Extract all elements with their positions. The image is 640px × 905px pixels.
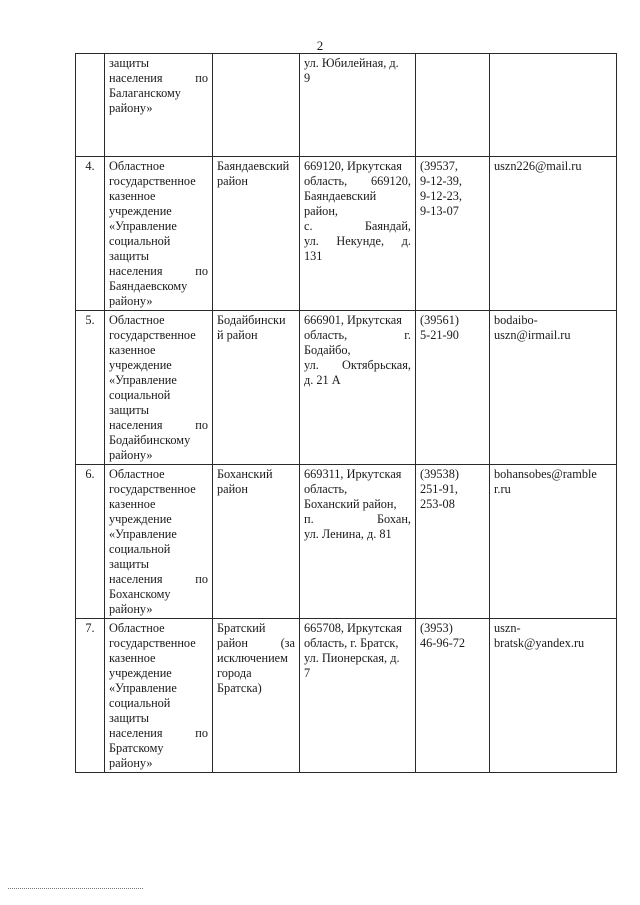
cell-line bbox=[420, 482, 485, 497]
institution-name-cell bbox=[105, 619, 213, 773]
phone-cell bbox=[416, 465, 490, 619]
cell-line bbox=[109, 373, 208, 388]
cell-text: r.ru bbox=[494, 482, 511, 496]
cell-line bbox=[109, 512, 208, 527]
cell-line bbox=[109, 234, 208, 249]
cell-line bbox=[217, 159, 295, 174]
cell-text: 669120, Иркутская bbox=[304, 159, 402, 173]
cell-text: учреждение bbox=[109, 666, 172, 680]
cell-text: «Управление bbox=[109, 219, 177, 233]
cell-line bbox=[304, 358, 411, 373]
table-row bbox=[76, 619, 617, 773]
cell-line bbox=[420, 174, 485, 189]
cell-text: «Управление bbox=[109, 681, 177, 695]
cell-text: учреждение bbox=[109, 512, 172, 526]
cell-text: государственное bbox=[109, 174, 196, 188]
cell-text: казенное bbox=[109, 343, 156, 357]
table-row bbox=[76, 54, 617, 157]
cell-text: социальной bbox=[109, 696, 171, 710]
cell-text: населения bbox=[109, 264, 163, 278]
cell-text: 9-12-39, bbox=[420, 174, 463, 188]
cell-line bbox=[420, 159, 485, 174]
cell-line bbox=[494, 467, 612, 482]
cell-text: uszn@irmail.ru bbox=[494, 328, 571, 342]
cell-line bbox=[109, 602, 208, 617]
table-row bbox=[76, 157, 617, 311]
cell-line bbox=[217, 681, 295, 696]
cell-text: по bbox=[195, 264, 208, 278]
cell-text: социальной bbox=[109, 234, 171, 248]
cell-text: (39538) bbox=[420, 467, 459, 481]
email-cell bbox=[490, 311, 617, 465]
phone-cell bbox=[416, 54, 490, 157]
cell-text: 669311, Иркутская bbox=[304, 467, 402, 481]
cell-line bbox=[109, 189, 208, 204]
cell-line bbox=[494, 328, 612, 343]
cell-text: защиты bbox=[109, 403, 150, 417]
cell-text: населения bbox=[109, 726, 163, 740]
cell-text: д. bbox=[401, 234, 411, 248]
cell-line bbox=[304, 313, 411, 328]
cell-text: Бодайбо, bbox=[304, 343, 351, 357]
cell-text: с. bbox=[304, 219, 313, 233]
cell-text: bohansobes@ramble bbox=[494, 467, 597, 481]
cell-text: (за bbox=[280, 636, 295, 650]
cell-text: учреждение bbox=[109, 204, 172, 218]
cell-text: 131 bbox=[304, 249, 323, 263]
cell-text: казенное bbox=[109, 189, 156, 203]
cell-line bbox=[304, 636, 411, 651]
cell-line bbox=[109, 448, 208, 463]
table-row bbox=[76, 465, 617, 619]
cell-text: Бодайбинскому bbox=[109, 433, 191, 447]
cell-text: социальной bbox=[109, 542, 171, 556]
cell-line bbox=[217, 651, 295, 666]
cell-text: ул. bbox=[304, 234, 319, 248]
cell-line bbox=[109, 467, 208, 482]
cell-line bbox=[304, 174, 411, 189]
footer-separator bbox=[8, 888, 143, 889]
row-number: 6. bbox=[76, 465, 105, 619]
cell-line bbox=[304, 482, 411, 497]
cell-line bbox=[420, 621, 485, 636]
cell-text: 666901, Иркутская bbox=[304, 313, 402, 327]
cell-line bbox=[217, 313, 295, 328]
cell-text: район bbox=[217, 174, 248, 188]
address-cell bbox=[300, 311, 416, 465]
cell-line bbox=[304, 189, 411, 204]
cell-line bbox=[217, 636, 295, 651]
cell-line bbox=[304, 666, 411, 681]
cell-line bbox=[304, 621, 411, 636]
cell-line bbox=[109, 71, 208, 86]
cell-line bbox=[420, 328, 485, 343]
cell-line bbox=[494, 482, 612, 497]
cell-text: Боханскому bbox=[109, 587, 171, 601]
cell-text: казенное bbox=[109, 651, 156, 665]
cell-line bbox=[494, 159, 612, 174]
cell-line bbox=[109, 651, 208, 666]
district-cell bbox=[213, 157, 300, 311]
cell-line bbox=[304, 219, 411, 234]
cell-line bbox=[109, 726, 208, 741]
cell-text: Боханский район, bbox=[304, 497, 397, 511]
cell-text: 665708, Иркутская bbox=[304, 621, 402, 635]
email-cell bbox=[490, 54, 617, 157]
cell-line bbox=[217, 467, 295, 482]
cell-line bbox=[109, 279, 208, 294]
cell-line bbox=[217, 666, 295, 681]
cell-text: область, г. Братск, bbox=[304, 636, 399, 650]
cell-text: uszn226@mail.ru bbox=[494, 159, 582, 173]
cell-text: ул. Пионерская, д. bbox=[304, 651, 400, 665]
cell-line bbox=[304, 497, 411, 512]
cell-text: область, bbox=[304, 174, 348, 188]
cell-text: 9 bbox=[304, 71, 311, 85]
cell-line bbox=[109, 636, 208, 651]
cell-text: 5-21-90 bbox=[420, 328, 459, 342]
cell-line bbox=[420, 467, 485, 482]
address-cell bbox=[300, 54, 416, 157]
row-number: 7. bbox=[76, 619, 105, 773]
cell-line bbox=[109, 587, 208, 602]
cell-text: защиты bbox=[109, 249, 150, 263]
cell-line bbox=[109, 56, 208, 71]
cell-line bbox=[109, 497, 208, 512]
cell-line bbox=[109, 159, 208, 174]
cell-text: по bbox=[195, 418, 208, 432]
cell-line bbox=[420, 313, 485, 328]
cell-line bbox=[109, 313, 208, 328]
cell-text: Областное bbox=[109, 621, 165, 635]
cell-line bbox=[304, 527, 411, 542]
cell-text: Братский bbox=[217, 621, 266, 635]
phone-cell bbox=[416, 157, 490, 311]
cell-line bbox=[109, 482, 208, 497]
cell-text: исключением bbox=[217, 651, 288, 665]
cell-text: 9-12-23, bbox=[420, 189, 463, 203]
cell-line bbox=[304, 467, 411, 482]
cell-text: города bbox=[217, 666, 252, 680]
cell-line bbox=[304, 234, 411, 249]
email-cell bbox=[490, 157, 617, 311]
cell-line bbox=[109, 621, 208, 636]
cell-line bbox=[420, 204, 485, 219]
cell-line bbox=[109, 249, 208, 264]
cell-line bbox=[109, 403, 208, 418]
district-cell bbox=[213, 465, 300, 619]
cell-text: г. bbox=[404, 328, 411, 342]
cell-text: 669120, bbox=[371, 174, 411, 188]
cell-text: Баяндай, bbox=[364, 219, 411, 233]
email-cell bbox=[490, 465, 617, 619]
institution-name-cell bbox=[105, 311, 213, 465]
cell-line bbox=[420, 636, 485, 651]
cell-line bbox=[304, 159, 411, 174]
cell-text: Баяндаевский bbox=[217, 159, 290, 173]
cell-line bbox=[109, 264, 208, 279]
cell-line bbox=[109, 741, 208, 756]
cell-text: uszn- bbox=[494, 621, 521, 635]
cell-line bbox=[109, 433, 208, 448]
email-cell bbox=[490, 619, 617, 773]
cell-line bbox=[109, 418, 208, 433]
district-cell bbox=[213, 54, 300, 157]
institution-name-cell bbox=[105, 465, 213, 619]
cell-text: bodaibo- bbox=[494, 313, 538, 327]
cell-line bbox=[494, 621, 612, 636]
district-cell bbox=[213, 311, 300, 465]
cell-line bbox=[109, 219, 208, 234]
cell-text: д. 21 А bbox=[304, 373, 341, 387]
cell-text: область, bbox=[304, 328, 348, 342]
cell-line bbox=[109, 666, 208, 681]
cell-text: п. bbox=[304, 512, 314, 526]
cell-text: область, bbox=[304, 482, 348, 496]
cell-line bbox=[109, 294, 208, 309]
cell-text: й район bbox=[217, 328, 258, 342]
cell-text: Областное bbox=[109, 313, 165, 327]
cell-line bbox=[109, 711, 208, 726]
cell-line bbox=[109, 204, 208, 219]
cell-text: государственное bbox=[109, 482, 196, 496]
cell-text: «Управление bbox=[109, 527, 177, 541]
cell-text: району» bbox=[109, 602, 153, 616]
cell-line bbox=[304, 249, 411, 264]
cell-text: 251-91, bbox=[420, 482, 458, 496]
cell-text: населения bbox=[109, 71, 163, 85]
page-number: 2 bbox=[316, 38, 324, 53]
cell-text: по bbox=[195, 726, 208, 740]
phone-cell bbox=[416, 311, 490, 465]
address-cell bbox=[300, 619, 416, 773]
cell-line bbox=[109, 343, 208, 358]
district-cell bbox=[213, 619, 300, 773]
cell-text: 9-13-07 bbox=[420, 204, 459, 218]
cell-line bbox=[420, 189, 485, 204]
address-cell bbox=[300, 465, 416, 619]
cell-text: району» bbox=[109, 448, 153, 462]
cell-line bbox=[304, 343, 411, 358]
row-number: 4. bbox=[76, 157, 105, 311]
cell-line bbox=[109, 572, 208, 587]
cell-line bbox=[304, 71, 411, 86]
cell-line bbox=[304, 204, 411, 219]
cell-text: Областное bbox=[109, 159, 165, 173]
cell-text: защиты bbox=[109, 557, 150, 571]
cell-line bbox=[109, 358, 208, 373]
cell-line bbox=[109, 542, 208, 557]
cell-text: Братскому bbox=[109, 741, 164, 755]
cell-line bbox=[494, 636, 612, 651]
cell-text: Некунде, bbox=[336, 234, 385, 248]
cell-line bbox=[217, 174, 295, 189]
cell-text: «Управление bbox=[109, 373, 177, 387]
cell-text: Областное bbox=[109, 467, 165, 481]
cell-line bbox=[109, 388, 208, 403]
cell-text: 253-08 bbox=[420, 497, 455, 511]
cell-text: (3953) bbox=[420, 621, 453, 635]
cell-text: государственное bbox=[109, 328, 196, 342]
table-row bbox=[76, 311, 617, 465]
cell-text: социальной bbox=[109, 388, 171, 402]
cell-text: ул. Юбилейная, д. bbox=[304, 56, 399, 70]
cell-line bbox=[109, 681, 208, 696]
cell-text: Братска) bbox=[217, 681, 262, 695]
cell-text: Боханский bbox=[217, 467, 273, 481]
cell-line bbox=[304, 651, 411, 666]
cell-line bbox=[217, 328, 295, 343]
cell-text: Бодайбински bbox=[217, 313, 286, 327]
cell-line bbox=[217, 621, 295, 636]
cell-text: району» bbox=[109, 756, 153, 770]
cell-line bbox=[109, 86, 208, 101]
cell-text: 7 bbox=[304, 666, 311, 680]
cell-line bbox=[109, 756, 208, 771]
cell-line bbox=[109, 527, 208, 542]
cell-text: район, bbox=[304, 204, 338, 218]
cell-text: Баяндаевский bbox=[304, 189, 377, 203]
cell-text: bratsk@yandex.ru bbox=[494, 636, 585, 650]
cell-text: государственное bbox=[109, 636, 196, 650]
cell-text: по bbox=[195, 71, 208, 85]
cell-text: (39537, bbox=[420, 159, 458, 173]
cell-text: по bbox=[195, 572, 208, 586]
institution-name-cell bbox=[105, 54, 213, 157]
cell-text: казенное bbox=[109, 497, 156, 511]
cell-text: защиты bbox=[109, 56, 150, 70]
cell-line bbox=[109, 696, 208, 711]
address-cell bbox=[300, 157, 416, 311]
cell-text: Октябрьская, bbox=[341, 358, 411, 372]
cell-text: защиты bbox=[109, 711, 150, 725]
cell-line bbox=[217, 482, 295, 497]
cell-text: ул. Ленина, д. 81 bbox=[304, 527, 392, 541]
cell-text: (39561) bbox=[420, 313, 459, 327]
cell-text: район bbox=[217, 482, 248, 496]
cell-line bbox=[304, 512, 411, 527]
cell-line bbox=[304, 373, 411, 388]
cell-text: населения bbox=[109, 572, 163, 586]
cell-line bbox=[304, 56, 411, 71]
cell-text: населения bbox=[109, 418, 163, 432]
cell-text: район bbox=[217, 636, 248, 650]
row-number bbox=[76, 54, 105, 157]
cell-text: району» bbox=[109, 294, 153, 308]
row-number: 5. bbox=[76, 311, 105, 465]
cell-line bbox=[109, 101, 208, 116]
cell-line bbox=[109, 174, 208, 189]
institutions-table bbox=[75, 53, 617, 773]
cell-text: Балаганскому bbox=[109, 86, 181, 100]
cell-line bbox=[420, 497, 485, 512]
institution-name-cell bbox=[105, 157, 213, 311]
cell-text: 46-96-72 bbox=[420, 636, 466, 650]
cell-text: району» bbox=[109, 101, 153, 115]
cell-line bbox=[109, 557, 208, 572]
cell-line bbox=[494, 313, 612, 328]
cell-text: Баяндаевскому bbox=[109, 279, 188, 293]
cell-line bbox=[109, 328, 208, 343]
phone-cell bbox=[416, 619, 490, 773]
cell-text: ул. bbox=[304, 358, 319, 372]
cell-text: учреждение bbox=[109, 358, 172, 372]
cell-line bbox=[304, 328, 411, 343]
cell-text: Бохан, bbox=[376, 512, 411, 526]
